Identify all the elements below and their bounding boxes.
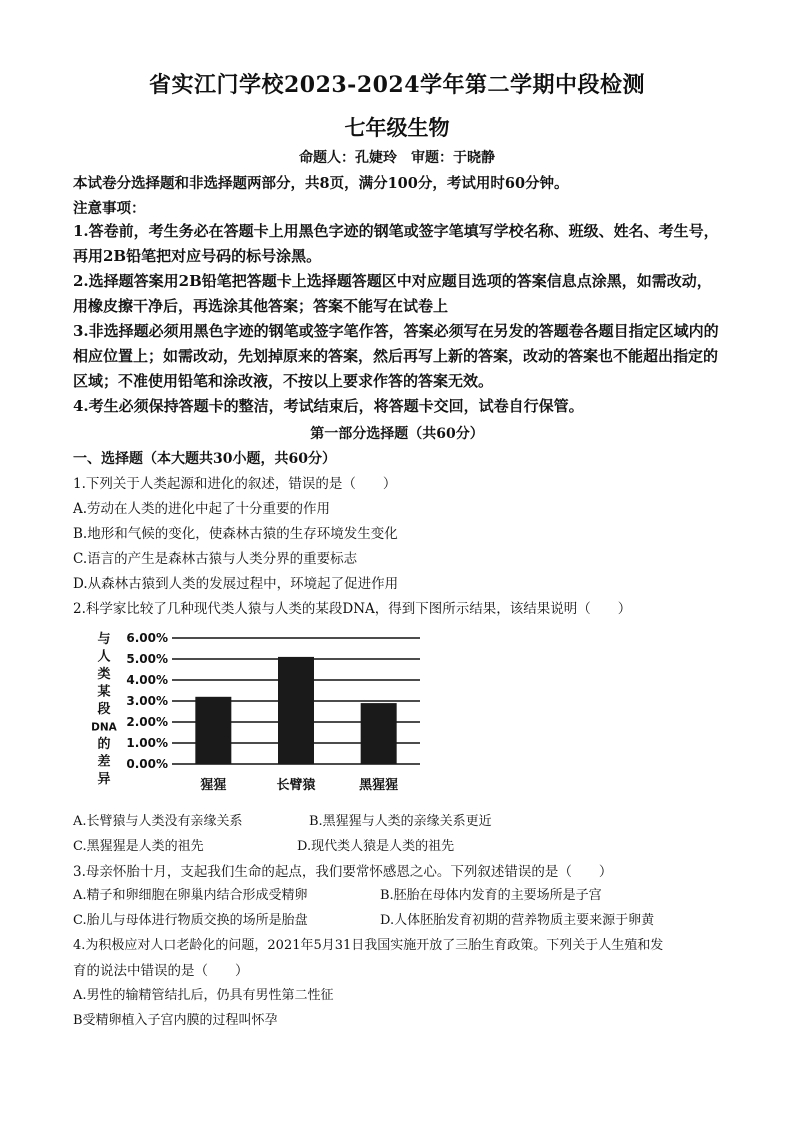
y-tick-label: 2.00%: [126, 715, 168, 729]
q3-option-b: B.胚胎在母体内发育的主要场所是子宫: [380, 888, 602, 903]
y-axis-label-char: 段: [97, 702, 111, 717]
q1-option-a: A.劳动在人类的进化中起了十分重要的作用: [73, 501, 331, 517]
q4-stem-line1: 4.为积极应对人口老龄化的问题，2021年5月31日我国实施开放了三胎生育政策。下列关于人生殖和发: [73, 938, 664, 953]
x-tick-label: 猩猩: [200, 778, 227, 793]
note-1: 1.答卷前，考生务必在答题卡上用黑色字迹的钢笔或签字笔填写学校名称、班级、姓名、考生号，再用2B铅笔把对应号码的标号涂黑。: [73, 222, 719, 265]
y-tick-label: 4.00%: [126, 673, 168, 687]
dna-difference-chart: [90, 626, 430, 802]
q4-option-b: B受精卵植入子宫内膜的过程叫怀孕: [73, 1013, 278, 1028]
q3-option-c: C.胎儿与母体进行物质交换的场所是胎盘: [73, 913, 308, 928]
y-tick-label: 6.00%: [126, 631, 168, 645]
y-tick-label: 1.00%: [126, 736, 168, 750]
bar-1: [195, 697, 231, 764]
bar-2: [278, 657, 314, 764]
notes-title: 注意事项：: [73, 200, 146, 217]
y-tick-label: 0.00%: [126, 757, 168, 771]
exam-subject: 七年级生物: [344, 115, 450, 140]
exam-title: 省实江门学校2023-2024学年第二学期中段检测: [148, 72, 646, 98]
y-axis-label-char: 异: [97, 772, 111, 787]
q1-option-d: D.从森林古猿到人类的发展过程中，环境起了促进作用: [73, 576, 399, 592]
q1-stem: 1.下列关于人类起源和进化的叙述，错误的是（ ）: [73, 476, 397, 492]
note-4: 4.考生必须保持答题卡的整洁，考试结束后，将答题卡交回，试卷自行保管。: [73, 397, 584, 415]
q2-option-b: B.黑猩猩与人类的亲缘关系更近: [309, 814, 492, 829]
q4-stem-line2: 育的说法中错误的是（ ）: [73, 963, 249, 979]
note-2: 2.选择题答案用2B铅笔把答题卡上选择题答题区中对应题目选项的答案信息点涂黑，如需改动，用橡皮擦干净后，再选涂其他答案；答案不能写在试卷上: [73, 272, 712, 315]
part1-title: 第一部分选择题（共60分）: [310, 426, 484, 442]
y-axis-label-char: 某: [97, 684, 111, 700]
y-tick-label: 3.00%: [126, 694, 168, 708]
y-axis-label-char: 类: [97, 667, 111, 682]
y-tick-label: 5.00%: [126, 652, 168, 666]
q3-option-d: D.人体胚胎发育初期的营养物质主要来源于卵黄: [380, 913, 655, 928]
exam-overview: 本试卷分选择题和非选择题两部分，共8页，满分100分，考试用时60分钟。: [73, 175, 569, 192]
q1-option-c: C.语言的产生是森林古猿与人类分界的重要标志: [73, 551, 358, 567]
q3-option-a: A.精子和卵细胞在卵巢内结合形成受精卵: [73, 888, 308, 903]
y-axis-label-char: DNA: [91, 721, 117, 734]
y-axis-label-char: 与: [97, 632, 111, 647]
q2-option-d: D.现代类人猿是人类的祖先: [297, 839, 455, 854]
exam-authors: 命题人：孔婕玲 审题：于晓静: [299, 150, 495, 166]
y-axis-label-char: 人: [97, 649, 111, 665]
q4-option-a: A.男性的输精管结扎后，仍具有男性第二性征: [73, 988, 334, 1003]
q2-stem: 2.科学家比较了几种现代类人猿与人类的某段DNA，得到下图所示结果，该结果说明（ ）: [73, 601, 632, 617]
x-tick-label: 长臂猿: [276, 778, 316, 793]
bar-3: [361, 703, 397, 764]
q2-option-c: C.黑猩猩是人类的祖先: [73, 839, 204, 854]
x-tick-label: 黑猩猩: [359, 778, 399, 793]
y-axis-label-char: 的: [97, 737, 111, 752]
q2-option-a: A.长臂猿与人类没有亲缘关系: [73, 814, 243, 829]
section-title: 一、选择题（本大题共30小题，共60分）: [73, 451, 336, 467]
note-3: 3.非选择题必须用黑色字迹的钢笔或签字笔作答，答案必须写在另发的答题卷各题目指定区域内的相应位置上；如需改动，先划掉原来的答案，然后再写上新的答案，改动的答案也不能超出指定的区域；不准使用铅笔和涂改液，不按以上要求作答的答案无效。: [73, 322, 719, 390]
q1-option-b: B.地形和气候的变化，使森林古猿的生存环境发生变化: [73, 526, 398, 542]
y-axis-label-char: 差: [97, 754, 111, 770]
q3-stem: 3.母亲怀胎十月，支起我们生命的起点，我们要常怀感恩之心。下列叙述错误的是（ ）: [73, 864, 613, 880]
